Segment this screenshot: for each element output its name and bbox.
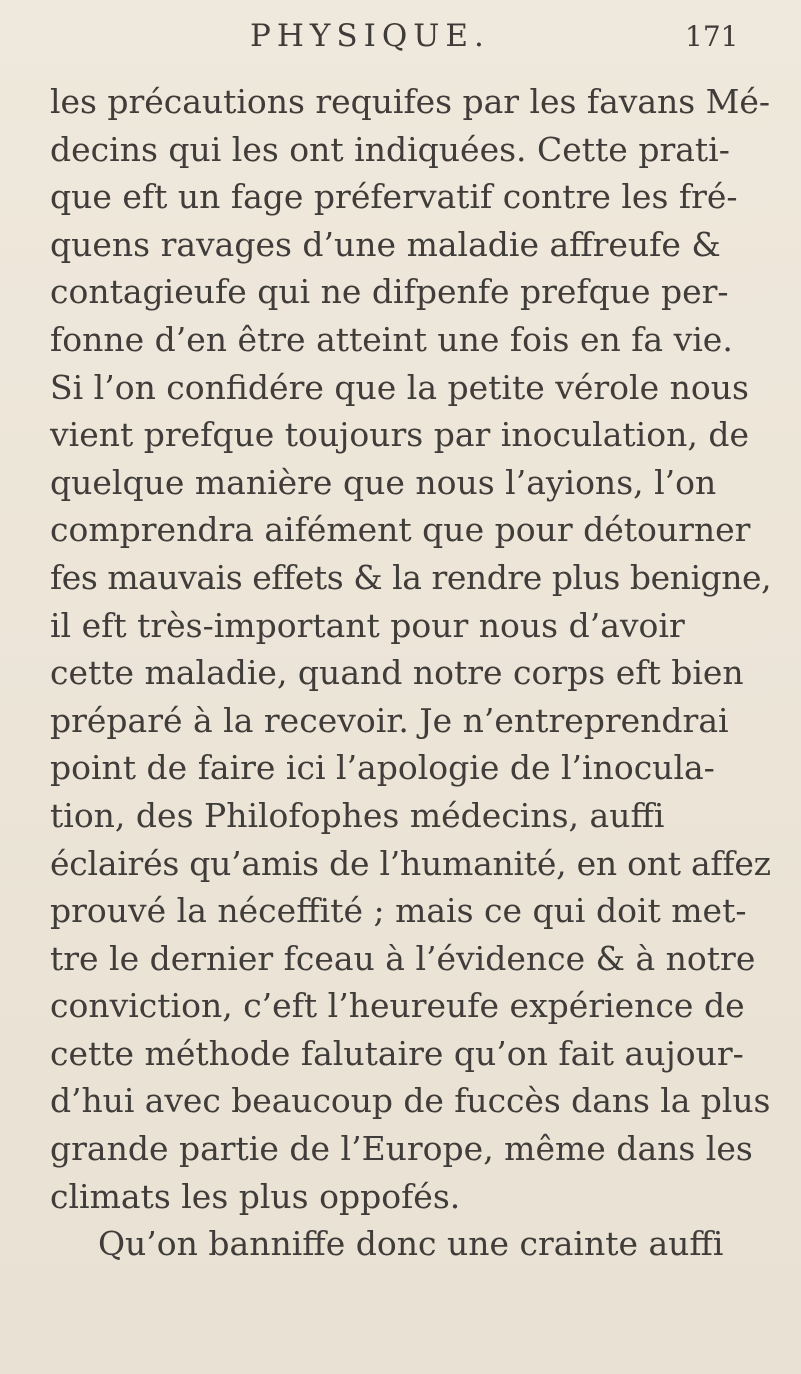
- text-line: decins qui les ont indiquées. Cette prati-: [50, 129, 730, 169]
- text-line: que eft un fage préfervatif contre les fré-: [50, 177, 738, 217]
- text-line: point de faire ici l’apologie de l’inocula-: [50, 748, 715, 788]
- text-line: quelque manière que nous l’ayions, l’on: [50, 462, 717, 502]
- paragraph-start-line: Qu’on banniffe donc une crainte auffi: [98, 1224, 724, 1264]
- page-number: 171: [685, 20, 739, 53]
- running-title: PHYSIQUE.: [250, 18, 490, 54]
- text-line: il eft très-important pour nous d’avoir: [50, 605, 685, 645]
- text-line: grande partie de l’Europe, même dans les: [50, 1129, 753, 1169]
- text-line: tre le dernier fceau à l’évidence & à notre: [50, 938, 756, 978]
- text-line: tion, des Philofophes médecins, auffi: [50, 795, 665, 835]
- text-line: contagieufe qui ne difpenfe prefque per-: [50, 272, 729, 312]
- text-line: comprendra aifément que pour détourner: [50, 510, 751, 550]
- page-header: [0, 18, 801, 68]
- text-line: cette maladie, quand notre corps eft bien: [50, 653, 744, 693]
- text-line: d’hui avec beaucoup de fuccès dans la plus: [50, 1081, 771, 1121]
- text-line: cette méthode falutaire qu’on fait aujour-: [50, 1033, 744, 1073]
- text-line: fonne d’en être atteint une fois en fa vie.: [50, 319, 733, 359]
- text-line: conviction, c’eft l’heureufe expérience de: [50, 986, 745, 1026]
- text-line: fes mauvais effets & la rendre plus benigne,: [50, 557, 772, 597]
- text-line: vient prefque toujours par inoculation, de: [50, 415, 749, 455]
- body-text: [50, 78, 770, 1268]
- text-line: éclairés qu’amis de l’humanité, en ont affez: [50, 843, 771, 883]
- text-line: prouvé la néceffité ; mais ce qui doit met-: [50, 891, 747, 931]
- text-line: quens ravages d’une maladie affreufe &: [50, 224, 721, 264]
- text-line: les précautions requifes par les favans Mé-: [50, 82, 771, 121]
- text-line: climats les plus oppofés.: [50, 1176, 461, 1216]
- text-line: préparé à la recevoir. Je n’entreprendrai: [50, 700, 729, 740]
- text-line: Si l’on confidére que la petite vérole nous: [50, 367, 749, 407]
